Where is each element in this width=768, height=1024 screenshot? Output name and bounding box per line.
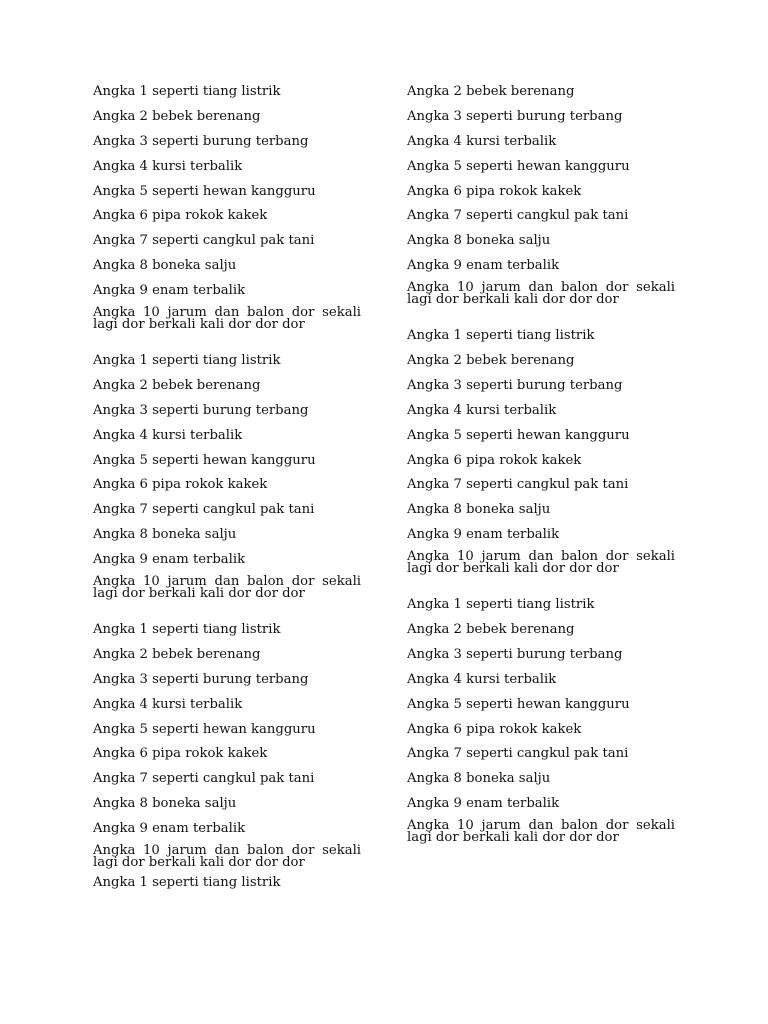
text-line: Angka 1 seperti tiang listrik <box>93 84 281 99</box>
text-line: Angka 2 bebek berenang <box>93 108 261 124</box>
text-line: Angka 6 pipa rokok kakek <box>93 477 268 493</box>
text-line: Angka 7 seperti cangkul pak tani <box>93 502 315 518</box>
text-line: Angka 5 seperti hewan kangguru <box>93 721 316 737</box>
text-line: Angka 10 jarum dan balon dor sekali lagi dor berkali kali dor dor dor <box>407 280 675 308</box>
text-line: Angka 2 bebek berenang <box>407 622 575 638</box>
text-line: Angka 7 seperti cangkul pak tani <box>407 746 629 762</box>
text-line: Angka 5 seperti hewan kangguru <box>93 452 316 468</box>
text-line: Angka 8 boneka salju <box>407 233 551 249</box>
text-line: Angka 1 seperti tiang listrik <box>93 875 281 891</box>
text-line: Angka 6 pipa rokok kakek <box>93 746 268 762</box>
text-line: Angka 5 seperti hewan kangguru <box>93 183 316 199</box>
text-line: Angka 5 seperti hewan kangguru <box>407 427 630 443</box>
text-line: Angka 4 kursi terbalik <box>407 133 557 149</box>
text-line: Angka 8 boneka salju <box>93 527 237 543</box>
text-line: Angka 8 boneka salju <box>93 796 237 812</box>
text-line: Angka 5 seperti hewan kangguru <box>407 158 630 174</box>
text-line: Angka 7 seperti cangkul pak tani <box>407 208 629 224</box>
text-line: Angka 2 bebek berenang <box>93 377 261 393</box>
text-line: Angka 3 seperti burung terbang <box>93 133 309 149</box>
text-line: Angka 9 enam terbalik <box>407 527 560 543</box>
text-line: Angka 3 seperti burung terbang <box>93 671 309 687</box>
text-line: Angka 9 enam terbalik <box>407 258 560 274</box>
text-line: Angka 3 seperti burung terbang <box>407 108 623 124</box>
blank-line <box>407 580 675 596</box>
blank-line <box>93 605 361 621</box>
text-line: Angka 4 kursi terbalik <box>407 402 557 418</box>
text-line: Angka 7 seperti cangkul pak tani <box>407 477 629 493</box>
text-line: Angka 9 enam terbalik <box>93 821 246 837</box>
text-line: Angka 10 jarum dan balon dor sekali lagi dor berkali kali dor dor dor <box>407 818 675 846</box>
right-column <box>407 83 675 849</box>
text-line: Angka 4 kursi terbalik <box>407 671 557 687</box>
text-line: Angka 6 pipa rokok kakek <box>407 183 582 199</box>
text-line: Angka 2 bebek berenang <box>93 646 261 662</box>
text-line: Angka 5 seperti hewan kangguru <box>407 696 630 712</box>
blank-line <box>407 311 675 327</box>
blank-line <box>93 336 361 352</box>
text-line: Angka 10 jarum dan balon dor sekali lagi dor berkali kali dor dor dor <box>93 305 361 333</box>
text-line: Angka 9 enam terbalik <box>93 552 246 568</box>
text-line: Angka 7 seperti cangkul pak tani <box>93 771 315 787</box>
text-line: Angka 9 enam terbalik <box>407 796 560 812</box>
text-line: Angka 3 seperti burung terbang <box>407 377 623 393</box>
text-line: Angka 10 jarum dan balon dor sekali lagi dor berkali kali dor dor dor <box>407 549 675 577</box>
text-line: Angka 8 boneka salju <box>407 502 551 518</box>
text-line: Angka 2 bebek berenang <box>407 353 575 369</box>
text-line: Angka 4 kursi terbalik <box>93 427 243 443</box>
text-line: Angka 1 seperti tiang listrik <box>93 353 281 369</box>
text-line: Angka 1 seperti tiang listrik <box>93 622 281 638</box>
text-line: Angka 8 boneka salju <box>93 258 237 274</box>
text-line: Angka 10 jarum dan balon dor sekali lagi dor berkali kali dor dor dor <box>93 574 361 602</box>
text-line: Angka 10 jarum dan balon dor sekali lagi dor berkali kali dor dor dor <box>93 843 361 871</box>
text-line: Angka 4 kursi terbalik <box>93 158 243 174</box>
text-line: Angka 1 seperti tiang listrik <box>407 597 595 613</box>
text-line: Angka 2 bebek berenang <box>407 84 575 99</box>
text-line: Angka 6 pipa rokok kakek <box>93 208 268 224</box>
left-column <box>93 83 361 899</box>
text-line: Angka 7 seperti cangkul pak tani <box>93 233 315 249</box>
text-line: Angka 1 seperti tiang listrik <box>407 328 595 344</box>
text-line: Angka 6 pipa rokok kakek <box>407 721 582 737</box>
text-line: Angka 4 kursi terbalik <box>93 696 243 712</box>
text-line: Angka 8 boneka salju <box>407 771 551 787</box>
text-line: Angka 9 enam terbalik <box>93 283 246 299</box>
text-line: Angka 6 pipa rokok kakek <box>407 452 582 468</box>
text-line: Angka 3 seperti burung terbang <box>93 402 309 418</box>
text-line: Angka 3 seperti burung terbang <box>407 646 623 662</box>
